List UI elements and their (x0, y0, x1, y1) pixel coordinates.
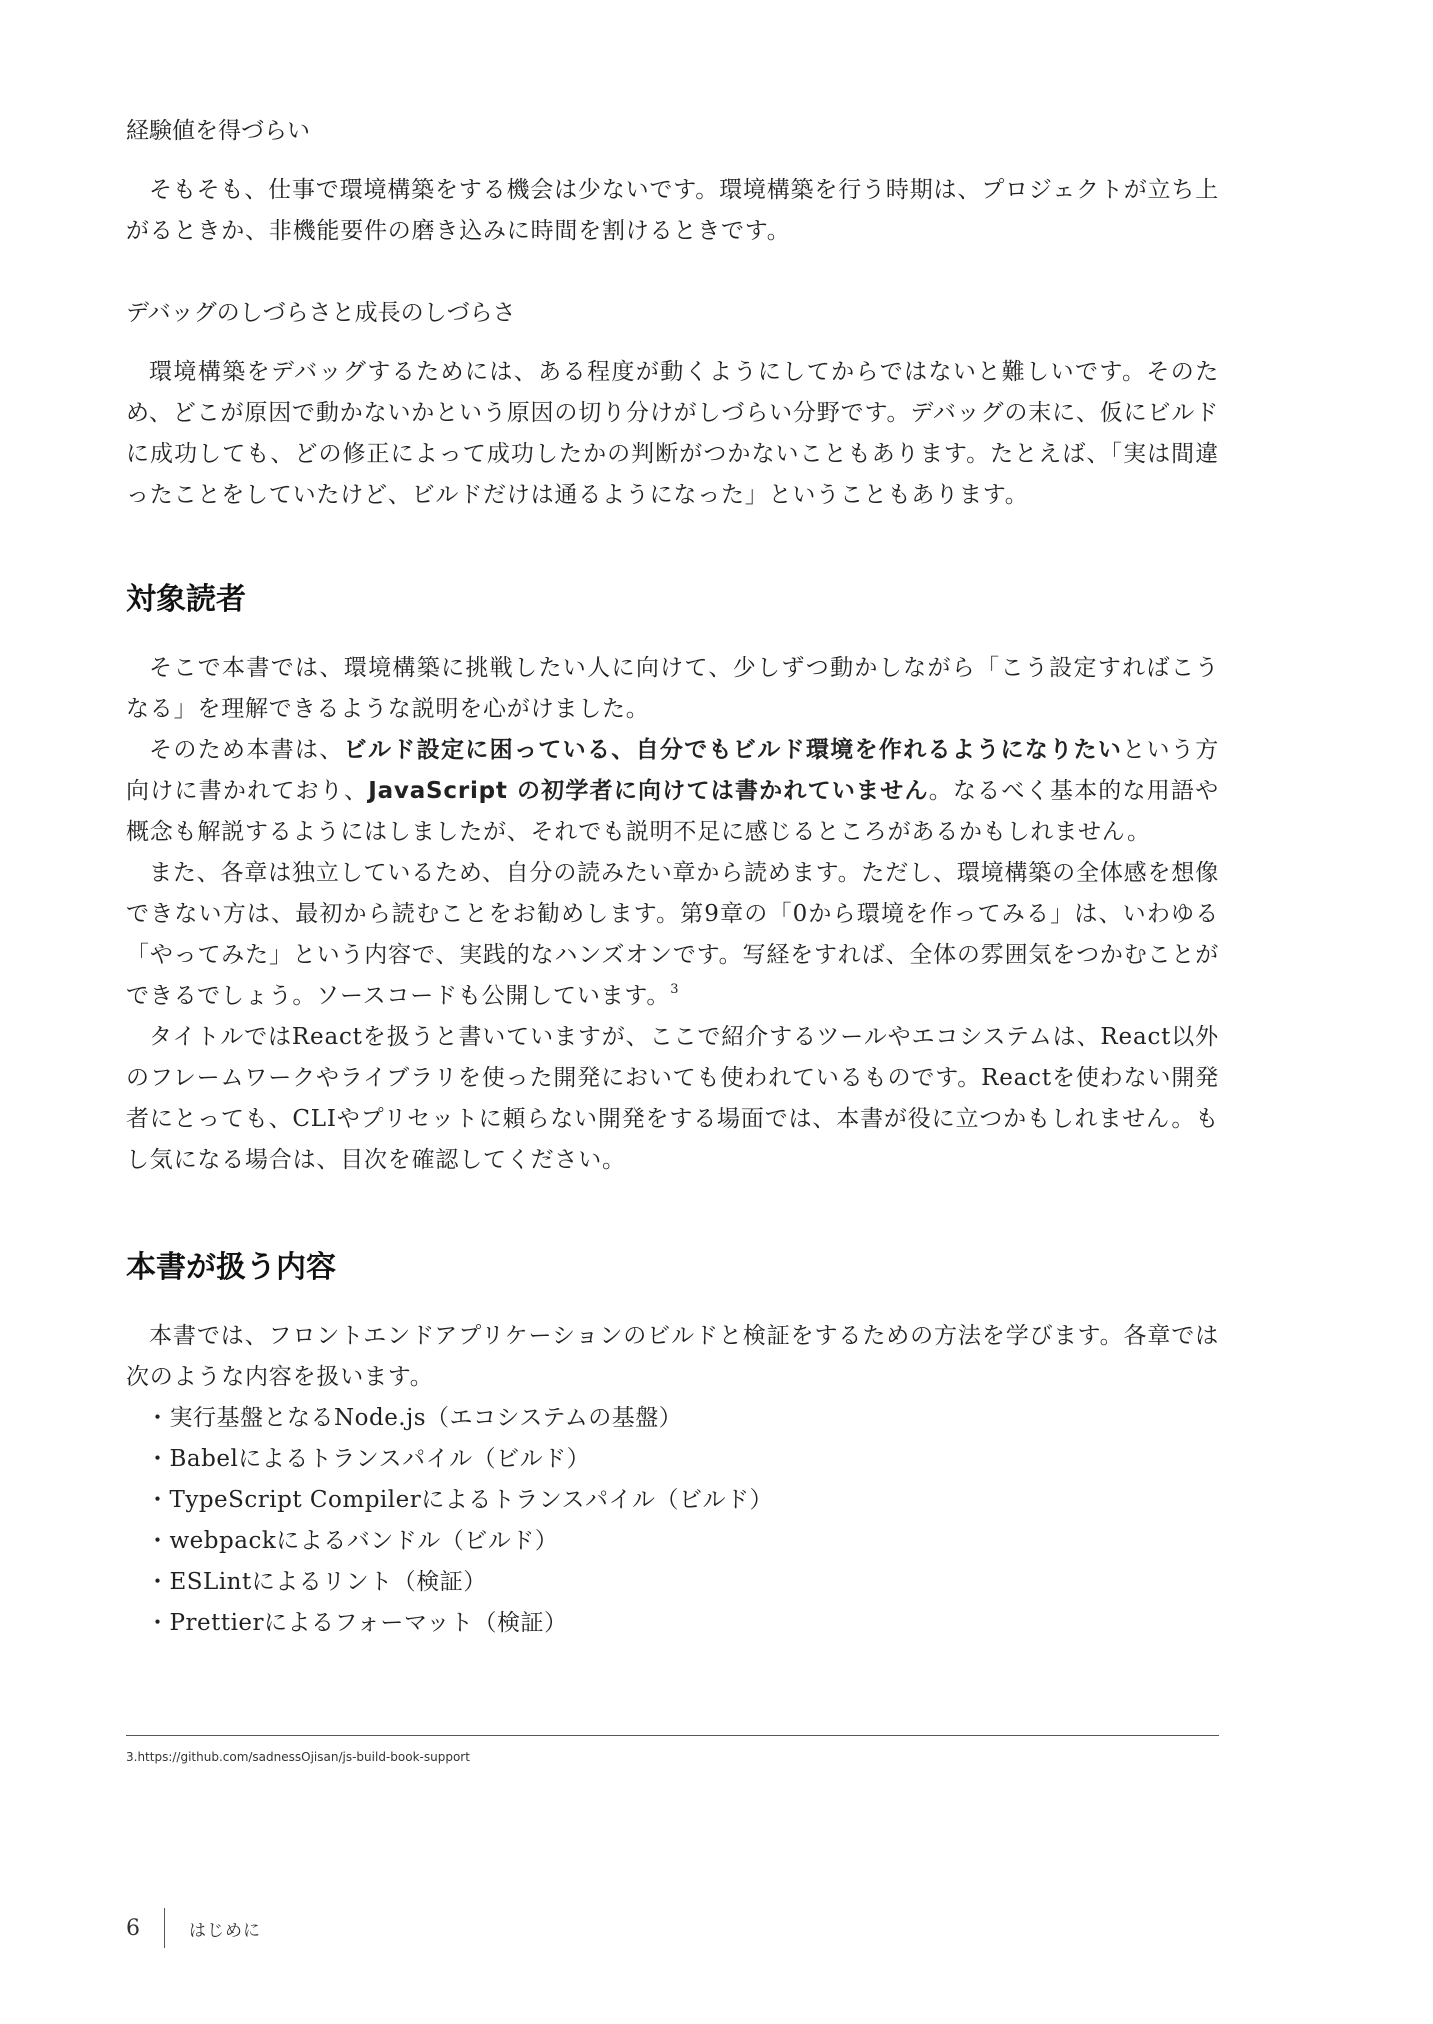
subheading-experience: 経験値を得づらい (126, 118, 310, 144)
paragraph-experience: そもそも、仕事で環境構築をする機会は少ないです。環境構築を行う時期は、プロジェクトが立ち上がるときか、非機能要件の磨き込みに時間を割けるときです。 (126, 177, 1219, 244)
heading-contents: 本書が扱う内容 (126, 1250, 336, 1285)
heading-target-readers: 対象読者 (126, 582, 246, 617)
chapter-title: はじめに (189, 1920, 261, 1941)
footer-divider (164, 1908, 165, 1948)
text-audience-post: 。なるべく基本的な用語や概念も解説するようにはしましたが、それでも説明不足に感じるところがあるかもしれません。 (126, 778, 1219, 845)
list-item: ・実行基盤となるNode.js（エコシステムの基盤） (146, 1405, 683, 1431)
list-item: ・ESLintによるリント（検証） (146, 1569, 487, 1595)
text-chapter-structure: また、各章は独立しているため、自分の読みたい章から読めます。ただし、環境構築の全体感を想像できない方は、最初から読むことをお勧めします。第9章の「0から環境を作ってみる」は、いわゆる「やってみた」という内容で、実践的なハンズオンです。写経をすれば、全体の雰囲気をつかむことができるでしょう。ソースコードも公開しています。 (126, 860, 1219, 1009)
list-item: ・Babelによるトランスパイル（ビルド） (146, 1446, 591, 1472)
footnote-text[interactable]: 3.https://github.com/sadnessOjisan/js-build-book-support (126, 1750, 470, 1764)
subheading-debugging: デバッグのしづらさと成長のしづらさ (126, 300, 516, 326)
text-audience-pre: そのため本書は、 (149, 737, 344, 763)
emphasis-not-for-beginners: JavaScript の初学者に向けては書かれていません (368, 778, 929, 804)
paragraph-target-audience (126, 730, 1219, 853)
text-audience-mid: という方向けに書かれており、 (126, 737, 1219, 804)
paragraph-react-scope: タイトルではReactを扱うと書いていますが、ここで紹介するツールやエコシステムは、React以外のフレームワークやライブラリを使った開発においても使われているものです。Reactを使わない開発者にとっても、CLIやプリセットに頼らない開発をする場面では、本書が役に立つかもしれません。もし気になる場合は、目次を確認してください。 (126, 1024, 1219, 1173)
list-item: ・Prettierによるフォーマット（検証） (146, 1610, 568, 1636)
page-number: 6 (126, 1915, 140, 1941)
emphasis-build-trouble: ビルド設定に困っている、自分でもビルド環境を作れるようになりたい (343, 737, 1123, 763)
paragraph-contents-intro: 本書では、フロントエンドアプリケーションのビルドと検証をするための方法を学びます。各章では次のような内容を扱います。 (126, 1323, 1219, 1390)
paragraph-debugging: 環境構築をデバッグするためには、ある程度が動くようにしてからではないと難しいです。そのため、どこが原因で動かないかという原因の切り分けがしづらい分野です。デバッグの末に、仮にビルドに成功しても、どの修正によって成功したかの判断がつかないこともあります。たとえば、「実は間違ったことをしていたけど、ビルドだけは通るようになった」ということもあります。 (126, 359, 1219, 508)
footnote-ref[interactable]: 3 (670, 982, 680, 997)
footnote-divider (126, 1735, 1219, 1736)
list-item: ・webpackによるバンドル（ビルド） (146, 1528, 559, 1554)
paragraph-target-intro: そこで本書では、環境構築に挑戦したい人に向けて、少しずつ動かしながら「こう設定すればこうなる」を理解できるような説明を心がけました。 (126, 655, 1219, 722)
list-item: ・TypeScript Compilerによるトランスパイル（ビルド） (146, 1487, 774, 1513)
page-footer (126, 1908, 261, 1948)
contents-list (126, 1398, 773, 1644)
paragraph-chapter-structure (126, 853, 1219, 1017)
